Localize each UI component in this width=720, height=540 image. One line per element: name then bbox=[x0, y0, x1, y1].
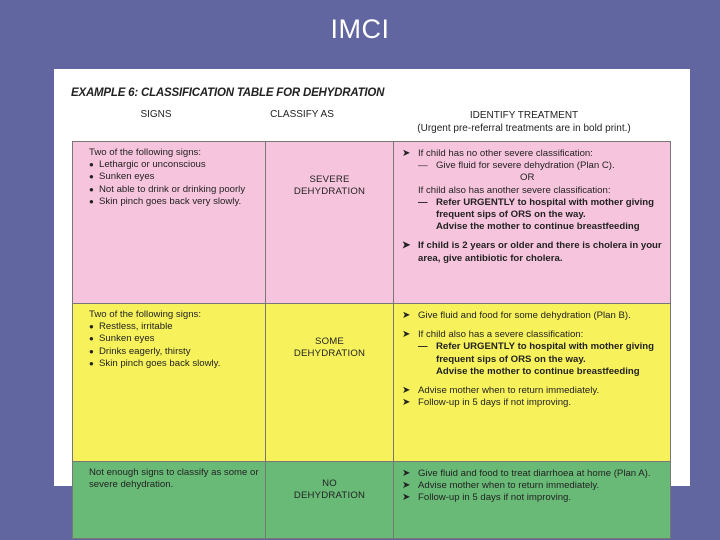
sign-list bbox=[89, 321, 261, 370]
arrow-icon: ➤ bbox=[402, 397, 411, 409]
classification-label: DEHYDRATION bbox=[293, 490, 366, 502]
treatment-text: Follow-up in 5 days if not improving. bbox=[418, 492, 572, 504]
treatment-text: Give fluid and food to treat diarrhoea at home (Plan A). bbox=[418, 468, 651, 479]
classification-label: DEHYDRATION bbox=[293, 186, 366, 198]
arrow-icon: ➤ bbox=[402, 329, 411, 341]
treatment-line: Advise the mother to continue breastfeeding bbox=[436, 365, 640, 377]
treatment-line: Advise the mother to continue breastfeeding bbox=[436, 221, 640, 233]
signs-intro: Two of the following signs: bbox=[89, 309, 201, 320]
classification-label: SOME bbox=[314, 336, 345, 347]
sign-item: ● Restless, irritable bbox=[89, 321, 261, 333]
arrow-icon: ➤ bbox=[402, 385, 411, 397]
treatment-text: Give fluid for severe dehydration (Plan C). bbox=[436, 160, 615, 172]
signs-cell bbox=[73, 304, 266, 462]
dash-icon: — bbox=[418, 160, 428, 172]
example-title: EXAMPLE 6: CLASSIFICATION TABLE FOR DEHYDRATION bbox=[71, 87, 385, 99]
sign-item: ● Skin pinch goes back slowly. bbox=[89, 358, 261, 370]
sign-item: ● Not able to drink or drinking poorly bbox=[89, 184, 261, 196]
arrow-icon: ➤ bbox=[402, 310, 411, 321]
treatment-text: Refer URGENTLY to hospital with mother giving frequent sips of ORS on the way. bbox=[436, 341, 655, 365]
classification-label: SEVERE bbox=[309, 174, 350, 185]
treatment-text: Follow-up in 5 days if not improving. bbox=[418, 397, 572, 409]
signs-cell bbox=[73, 462, 266, 539]
classification-label: NO bbox=[322, 478, 337, 489]
dehydration-table bbox=[72, 141, 671, 539]
sign-item: ● Drinks eagerly, thirsty bbox=[89, 346, 261, 358]
arrow-icon: ➤ bbox=[402, 468, 411, 479]
arrow-icon: ➤ bbox=[402, 148, 411, 159]
signs-text: Not enough signs to classify as some or severe dehydration. bbox=[89, 467, 259, 491]
classification-label: DEHYDRATION bbox=[293, 348, 366, 360]
treatment-line bbox=[402, 329, 666, 341]
header-classify: CLASSIFY AS bbox=[270, 109, 334, 120]
sign-item: ● Skin pinch goes back very slowly. bbox=[89, 196, 261, 208]
treatment-line bbox=[402, 240, 666, 264]
treatment-line bbox=[402, 492, 666, 504]
header-treatment-title: IDENTIFY TREATMENT bbox=[469, 110, 579, 121]
sign-item: ● Sunken eyes bbox=[89, 333, 261, 345]
treatment-line bbox=[402, 385, 666, 397]
treatment-text: Advise mother when to return immediately. bbox=[418, 385, 600, 397]
arrow-icon: ➤ bbox=[402, 240, 411, 252]
signs-intro: Two of the following signs: bbox=[89, 147, 201, 158]
treatment-cell bbox=[394, 142, 671, 304]
table-row-severe bbox=[73, 142, 671, 304]
treatment-text: Advise mother when to return immediately. bbox=[418, 480, 600, 492]
header-treatment bbox=[384, 109, 664, 135]
treatment-line bbox=[402, 468, 666, 480]
treatment-line: If child also has another severe classification: bbox=[418, 184, 611, 196]
arrow-icon: ➤ bbox=[402, 492, 411, 504]
arrow-icon: ➤ bbox=[402, 480, 411, 492]
header-treatment-note: (Urgent pre-referral treatments are in bold print.) bbox=[417, 123, 631, 134]
classification-card bbox=[54, 69, 690, 504]
sign-list bbox=[89, 159, 261, 208]
treatment-cell bbox=[394, 304, 671, 462]
treatment-line bbox=[402, 160, 666, 172]
treatment-line bbox=[402, 341, 666, 365]
treatment-line bbox=[402, 197, 666, 221]
classification-cell bbox=[266, 304, 394, 462]
treatment-text: Give fluid and food for some dehydration (Plan B). bbox=[418, 310, 631, 321]
sign-item: ● Lethargic or unconscious bbox=[89, 159, 261, 171]
table-row-no bbox=[73, 462, 671, 539]
treatment-line bbox=[402, 397, 666, 409]
classification-cell bbox=[266, 462, 394, 539]
table-row-some bbox=[73, 304, 671, 462]
treatment-line bbox=[402, 480, 666, 492]
header-signs: SIGNS bbox=[140, 109, 172, 120]
sign-item: ● Sunken eyes bbox=[89, 171, 261, 183]
treatment-text: If child has no other severe classification: bbox=[418, 148, 593, 159]
classification-cell bbox=[266, 142, 394, 304]
treatment-or: OR bbox=[520, 172, 535, 184]
dash-icon: — bbox=[418, 196, 428, 208]
dash-icon: — bbox=[418, 341, 428, 353]
treatment-text: If child is 2 years or older and there is cholera in your area, give antibiotic for cholera. bbox=[418, 240, 662, 264]
slide-title: IMCI bbox=[330, 14, 390, 44]
treatment-text: If child also has a severe classification: bbox=[418, 329, 584, 341]
treatment-line bbox=[402, 148, 666, 160]
treatment-text: Refer URGENTLY to hospital with mother giving frequent sips of ORS on the way. bbox=[436, 196, 655, 221]
signs-cell bbox=[73, 142, 266, 304]
treatment-cell bbox=[394, 462, 671, 539]
treatment-line bbox=[402, 310, 666, 322]
